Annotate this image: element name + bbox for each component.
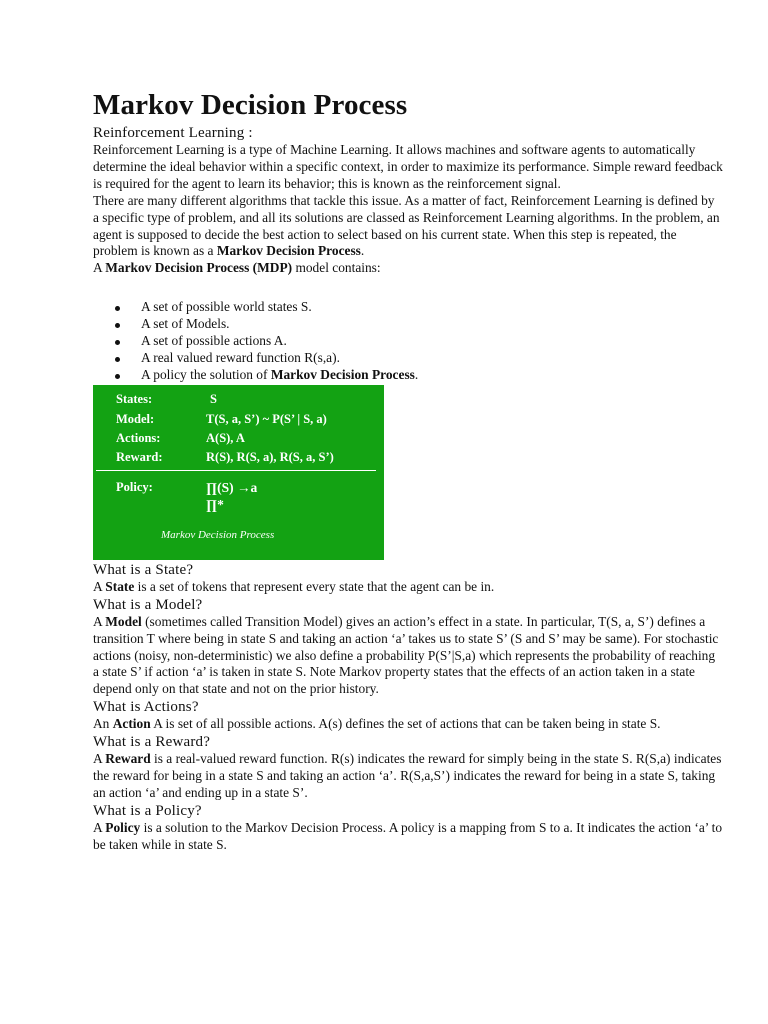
figure-policy-optimal: ∏* bbox=[206, 496, 224, 512]
paragraph-policy-pre: A bbox=[93, 819, 106, 835]
figure-model-label: Model: bbox=[116, 411, 155, 426]
paragraph-intro: Reinforcement Learning is a type of Machine Learning. It allows machines and software agents to automatically determine the ideal behavior within a specific context, in order to maximize its performance. Simple reward feedback is required for the agent to learn its behavior; this is known as the reinforcement signal. bbox=[93, 142, 723, 191]
figure-states-label: States: bbox=[116, 391, 153, 406]
paragraph-mdp-bold: Markov Decision Process (MDP) bbox=[105, 260, 293, 276]
page-title: Markov Decision Process bbox=[93, 89, 408, 121]
paragraph-algorithms bbox=[93, 193, 723, 261]
list-item: A set of possible world states S. bbox=[93, 299, 723, 316]
paragraph-mdp-contains bbox=[93, 260, 723, 277]
figure-reward-label: Reward: bbox=[116, 449, 163, 464]
paragraph-algorithms-bold: Markov Decision Process bbox=[216, 243, 361, 259]
paragraph-policy-post: is a solution to the Markov Decision Process. A policy is a mapping from S to a. It indicates the action ‘a’ to be taken while in state S. bbox=[93, 819, 723, 852]
paragraph-reward-post: is a real-valued reward function. R(s) indicates the reward for simply being in the state S. R(S,a) indicates the reward for being in a state S and taking an action ‘a’. R(S,a,S’) indicates the reward for being in a state S, taking an action ‘a’ and ending up in a state S’. bbox=[93, 751, 722, 800]
paragraph-mdp-post: model contains: bbox=[292, 260, 381, 276]
paragraph-policy bbox=[93, 820, 723, 854]
figure-model-value: T(S, a, S’) ~ P(S’ | S, a) bbox=[206, 411, 327, 426]
figure-states-value: S bbox=[210, 391, 217, 406]
mdp-components-list bbox=[93, 299, 723, 384]
paragraph-state-post: is a set of tokens that represent every state that the agent can be in. bbox=[134, 578, 495, 594]
list-item-policy-end: . bbox=[414, 366, 419, 382]
paragraph-reward-bold: Reward bbox=[105, 751, 151, 767]
paragraph-actions bbox=[93, 716, 723, 733]
figure-caption: Markov Decision Process bbox=[161, 528, 275, 541]
section-heading-actions: What is Actions? bbox=[93, 699, 199, 716]
mdp-figure bbox=[93, 385, 384, 560]
list-item: A real valued reward function R(s,a). bbox=[93, 350, 723, 367]
section-heading-state: What is a State? bbox=[93, 561, 194, 578]
paragraph-state-bold: State bbox=[105, 578, 135, 594]
paragraph-algorithms-end: . bbox=[360, 243, 365, 259]
figure-actions-label: Actions: bbox=[116, 430, 161, 445]
paragraph-actions-bold: Action bbox=[112, 716, 151, 732]
section-heading-model: What is a Model? bbox=[93, 596, 203, 613]
figure-divider bbox=[96, 470, 376, 471]
paragraph-reward bbox=[93, 751, 723, 802]
paragraph-model-pre: A bbox=[93, 613, 106, 629]
paragraph-mdp-pre: A bbox=[93, 260, 106, 276]
list-item bbox=[93, 367, 723, 384]
section-heading-reward: What is a Reward? bbox=[93, 734, 211, 751]
paragraph-policy-bold: Policy bbox=[105, 819, 141, 835]
paragraph-state-pre: A bbox=[93, 578, 106, 594]
paragraph-state bbox=[93, 579, 723, 596]
section-heading-reinforcement-learning: Reinforcement Learning : bbox=[93, 125, 253, 141]
list-item-policy-pre: A policy the solution of bbox=[141, 366, 271, 382]
section-heading-policy: What is a Policy? bbox=[93, 802, 202, 819]
paragraph-model bbox=[93, 614, 723, 699]
figure-reward-value: R(S), R(S, a), R(S, a, S’) bbox=[206, 449, 334, 464]
figure-policy-label: Policy: bbox=[116, 479, 153, 494]
paragraph-actions-pre: An bbox=[93, 716, 113, 732]
list-item: A set of Models. bbox=[93, 316, 723, 333]
paragraph-algorithms-text: There are many different algorithms that tackle this issue. As a matter of fact, Reinforcement Learning is defined by a specific type of problem, and all its solutions are classed as Reinforcement Learning algorithms. In the problem, an agent is supposed to decide the best action to select based on his current state. When this step is repeated, the problem is known as a bbox=[93, 192, 720, 259]
paragraph-reward-pre: A bbox=[93, 751, 106, 767]
paragraph-model-bold: Model bbox=[105, 613, 142, 629]
figure-actions-value: A(S), A bbox=[206, 430, 245, 445]
paragraph-model-post: (sometimes called Transition Model) gives an action’s effect in a state. In particular, T(S, a, S’) defines a transition T where being in state S and taking an action ‘a’ takes us to state S’ (S and S’ may be same). For stochastic actions (noisy, non-deterministic) we also define a probability P(S’|S,a) which represents the probability of reaching a state S’ if action ‘a’ is taken in state S. Note Markov property states that the effects of an action taken in a state depend only on that state and not on the prior history. bbox=[93, 613, 719, 697]
list-item: A set of possible actions A. bbox=[93, 333, 723, 350]
list-item-policy-bold: Markov Decision Process bbox=[270, 366, 415, 382]
figure-policy-value: ∏(S) →a bbox=[206, 479, 258, 495]
document-page bbox=[93, 86, 723, 854]
paragraph-actions-post: A is set of all possible actions. A(s) defines the set of actions that can be taken being in state S. bbox=[150, 716, 661, 732]
